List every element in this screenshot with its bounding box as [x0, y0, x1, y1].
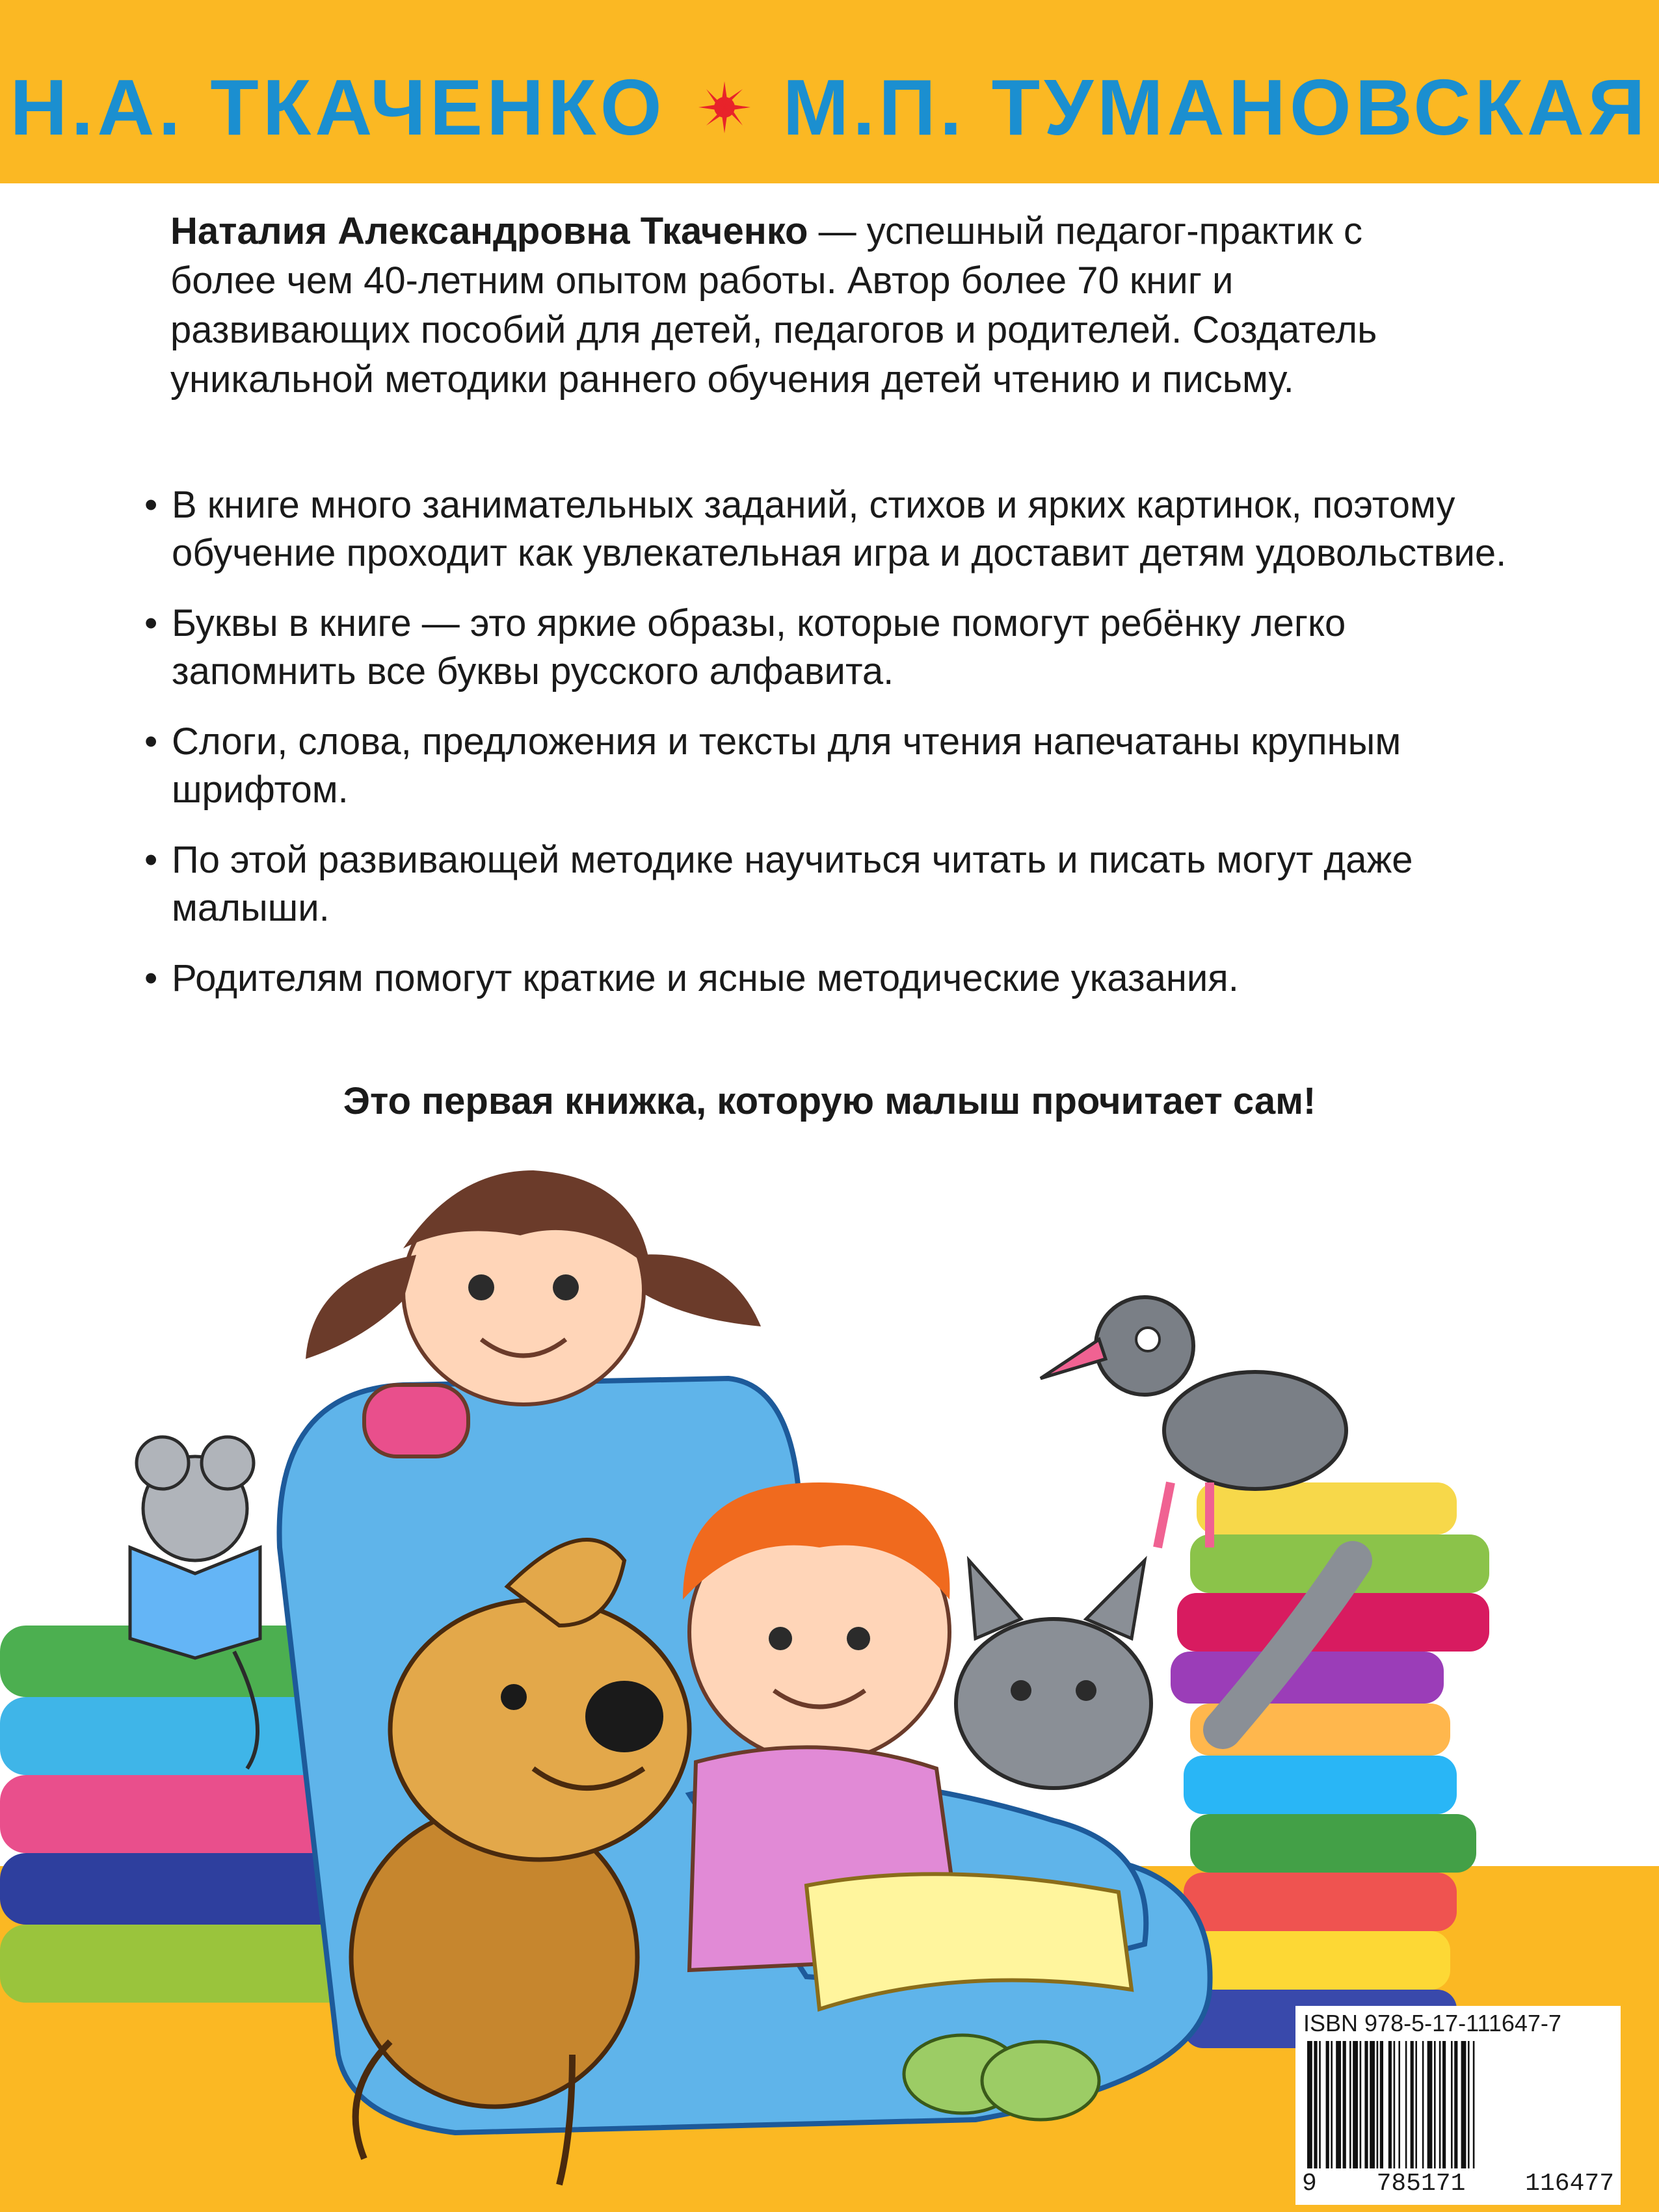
list-item: • Слоги, слова, предложения и тексты для чтения напечатаны крупным шрифтом.	[144, 718, 1536, 814]
list-item-text: Буквы в книге — это яркие образы, которые помогут ребёнку легко запомнить все буквы русского алфавита.	[172, 602, 1346, 692]
list-item-text: Родителям помогут краткие и ясные методические указания.	[172, 957, 1239, 999]
author-bio	[170, 207, 1478, 404]
feature-list	[144, 481, 1536, 1025]
list-item-text: В книге много занимательных заданий, стихов и ярких картинок, поэтому обучение проходит как увлекательная игра и доставит детям удовольствие.	[172, 484, 1507, 574]
bio-name: Наталия Александровна Ткаченко	[170, 210, 808, 252]
list-item: • В книге много занимательных заданий, стихов и ярких картинок, поэтому обучение проходит как увлекательная игра и доставит детям удовольствие.	[144, 481, 1536, 577]
authors-line	[0, 62, 1659, 153]
author-1: Н.А. ТКАЧЕНКО	[10, 63, 666, 151]
author-2: М.П. ТУМАНОВСКАЯ	[782, 63, 1649, 151]
bio-text: — успешный педагог-практик с более чем 40-летним опытом работы. Автор более 70 книг и развивающих пособий для детей, педагогов и родителей. Создатель уникальной методики раннего обучения детей чтению и письму.	[170, 210, 1377, 401]
list-item: • Родителям помогут краткие и ясные методические указания.	[144, 955, 1536, 1003]
barcode-digits: 9 785171 116477	[1302, 2170, 1614, 2198]
slogan: Это первая книжка, которую малыш прочитает сам!	[343, 1080, 1316, 1122]
barcode	[1295, 2006, 1621, 2205]
barcode-bars	[1302, 2041, 1614, 2168]
list-item-text: По этой развивающей методике научиться читать и писать могут даже малыши.	[172, 839, 1413, 929]
red-star-icon	[698, 81, 750, 133]
isbn-label: ISBN 978-5-17-111647-7	[1303, 2010, 1561, 2036]
list-item: • По этой развивающей методике научиться читать и писать могут даже малыши.	[144, 836, 1536, 932]
list-item-text: Слоги, слова, предложения и тексты для чтения напечатаны крупным шрифтом.	[172, 720, 1401, 811]
list-item: • Буквы в книге — это яркие образы, которые помогут ребёнку легко запомнить все буквы русского алфавита.	[144, 599, 1536, 696]
